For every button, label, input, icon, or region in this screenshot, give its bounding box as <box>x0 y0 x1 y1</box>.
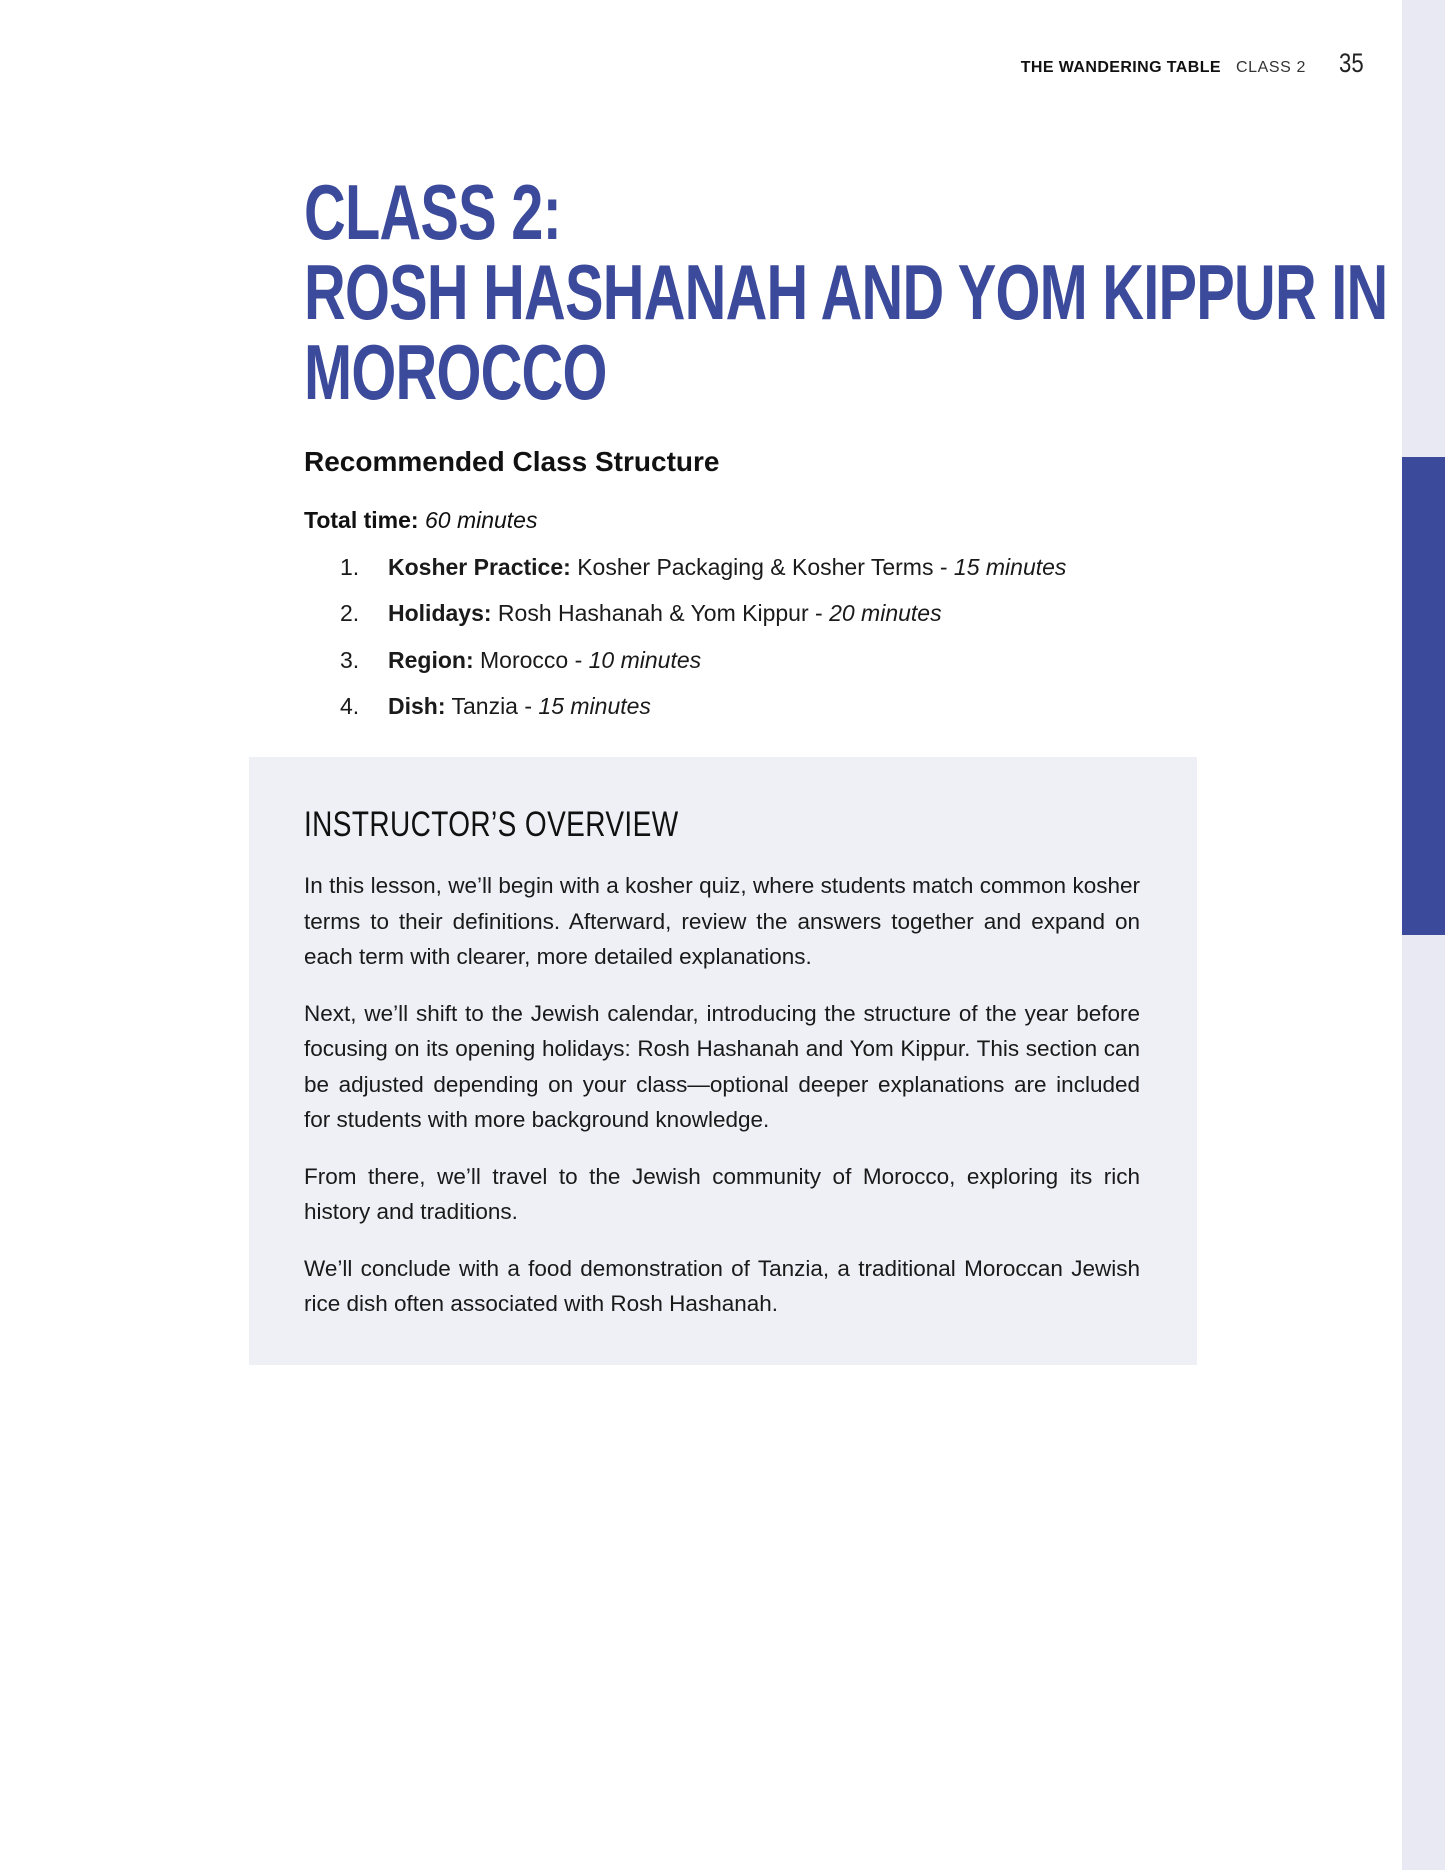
total-time-label: Total time: <box>304 507 419 533</box>
running-header <box>1021 48 1369 79</box>
agenda-number: 4. <box>340 692 360 719</box>
agenda-duration: 20 minutes <box>829 600 942 627</box>
agenda-item <box>340 691 1066 737</box>
agenda-number: 1. <box>340 554 360 580</box>
page-title <box>304 168 1388 416</box>
overview-body <box>304 868 1140 1343</box>
structure-heading: Recommended Class Structure <box>304 446 720 477</box>
agenda-duration: 15 minutes <box>953 554 1067 580</box>
page-number: 35 <box>1338 48 1364 78</box>
section-tab <box>1402 457 1445 935</box>
agenda-number: 3. <box>340 646 360 673</box>
agenda-item <box>340 645 1066 691</box>
title-line-2: ROSH HASHANAH AND YOM KIPPUR IN <box>304 248 1388 336</box>
total-time-value: 60 minutes <box>424 507 538 533</box>
side-strip <box>1402 0 1445 1870</box>
overview-paragraph: We’ll conclude with a food demonstration of Tanzia, a traditional Moroccan Jewish rice dish often associated with Rosh Hashanah. <box>304 1255 1140 1316</box>
agenda-duration: 10 minutes <box>588 646 702 673</box>
agenda-category: Dish: <box>388 692 446 719</box>
agenda-topic: Tanzia - <box>451 692 539 719</box>
class-agenda <box>340 552 1066 737</box>
total-time <box>304 507 537 534</box>
agenda-category: Holidays: <box>388 600 492 627</box>
agenda-category: Region: <box>388 646 474 673</box>
title-line-3: MOROCCO <box>304 328 607 416</box>
agenda-item <box>340 598 1066 644</box>
book-title: THE WANDERING TABLE <box>1020 59 1221 76</box>
instructor-overview-panel <box>249 757 1197 1365</box>
agenda-topic: Morocco - <box>480 646 589 673</box>
agenda-item <box>340 552 1066 598</box>
overview-paragraph: In this lesson, we’ll begin with a kosher quiz, where students match common kosher terms to their definitions. Afterward, review the answers together and expand on each term with clearer, more detailed explanations. <box>304 873 1140 969</box>
overview-heading: INSTRUCTOR’S OVERVIEW <box>304 805 679 844</box>
agenda-topic: Rosh Hashanah & Yom Kippur - <box>497 600 830 627</box>
agenda-duration: 15 minutes <box>538 692 651 719</box>
agenda-topic: Kosher Packaging & Kosher Terms - <box>577 554 954 580</box>
agenda-number: 2. <box>340 600 360 627</box>
title-line-1: CLASS 2: <box>304 168 562 256</box>
overview-paragraph: From there, we’ll travel to the Jewish community of Morocco, exploring its rich history and traditions. <box>304 1163 1140 1224</box>
section-label: CLASS 2 <box>1235 59 1306 76</box>
agenda-category: Kosher Practice: <box>388 554 571 580</box>
overview-paragraph: Next, we’ll shift to the Jewish calendar, introducing the structure of the year before focusing on its opening holidays: Rosh Hashanah and Yom Kippur. This section can be adjusted depending on your class—optional deeper explanations are included for students with more background knowledge. <box>304 1000 1140 1132</box>
